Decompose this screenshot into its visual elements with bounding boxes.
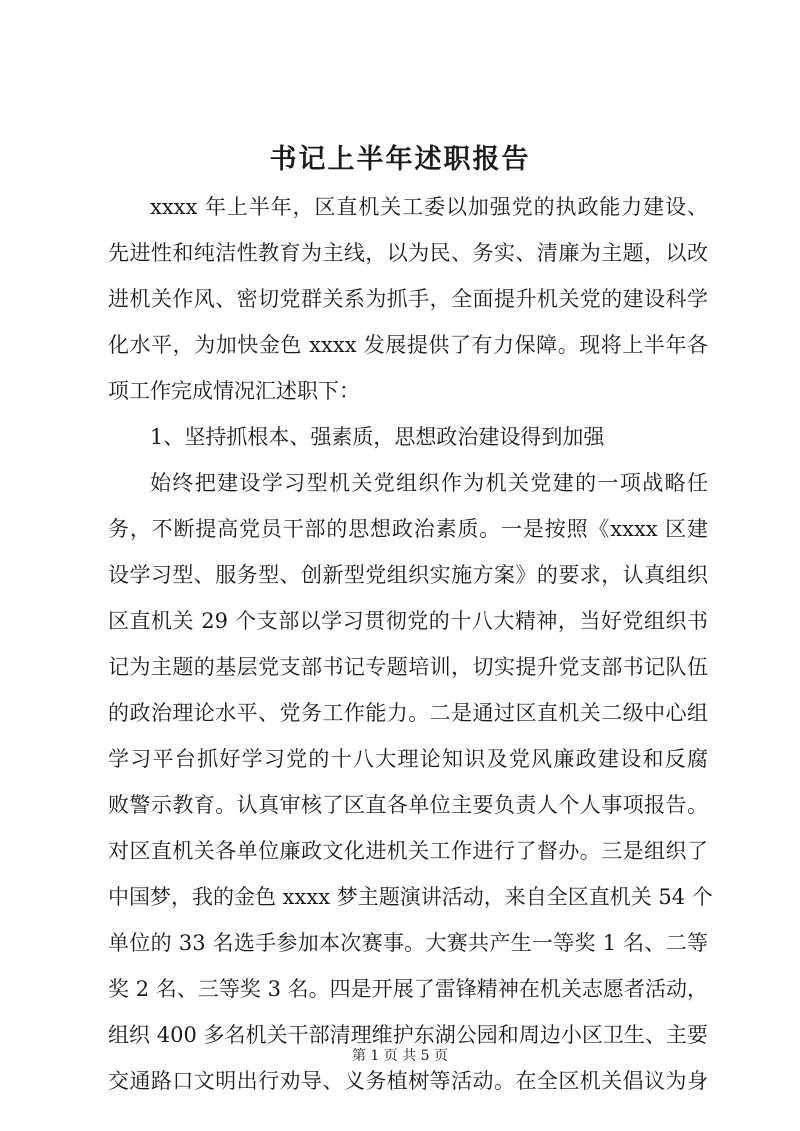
- paragraph-line: 先进性和纯洁性教育为主线，以为民、务实、清廉为主题，以改: [108, 241, 708, 265]
- paragraph-line: 进机关作风、密切党群关系为抓手，全面提升机关党的建设科学: [108, 287, 708, 311]
- paragraph-line: 中国梦，我的金色 xxxx 梦主题演讲活动，来自全区直机关 54 个: [108, 885, 713, 909]
- document-title: 书记上半年述职报告: [269, 144, 531, 175]
- paragraph-line: 交通路口文明出行劝导、义务植树等活动。在全区机关倡议为身: [108, 1069, 708, 1093]
- paragraph-line: 区直机关 29 个支部以学习贯彻党的十八大精神，当好党组织书: [108, 609, 708, 633]
- paragraph-line: 项工作完成情况汇述职下：: [108, 379, 360, 403]
- paragraph-line: xxxx 年上半年，区直机关工委以加强党的执政能力建设、: [150, 195, 708, 219]
- paragraph-line: 组织 400 多名机关干部清理维护东湖公园和周边小区卫生、主要: [108, 1023, 708, 1047]
- paragraph-line: 设学习型、服务型、创新型党组织实施方案》的要求，认真组织: [108, 563, 708, 587]
- paragraph-line: 务，不断提高党员干部的思想政治素质。一是按照《xxxx 区建: [108, 517, 708, 541]
- paragraph-line: 记为主题的基层党支部书记专题培训，切实提升党支部书记队伍: [108, 655, 708, 679]
- page-number: 第 1 页 共 5 页: [351, 1048, 449, 1064]
- paragraph-line: 的政治理论水平、党务工作能力。二是通过区直机关二级中心组: [108, 701, 708, 725]
- paragraph-line: 奖 2 名、三等奖 3 名。四是开展了雷锋精神在机关志愿者活动，: [108, 977, 708, 1001]
- paragraph-line: 始终把建设学习型机关党组织作为机关党建的一项战略任: [150, 471, 708, 495]
- document-body: [108, 184, 713, 1104]
- paragraph-line: 对区直机关各单位廉政文化进机关工作进行了督办。三是组织了: [108, 839, 708, 863]
- paragraph-line: 学习平台抓好学习党的十八大理论知识及党风廉政建设和反腐: [108, 747, 708, 771]
- paragraph-line: 单位的 33 名选手参加本次赛事。大赛共产生一等奖 1 名、二等: [108, 931, 708, 955]
- paragraph-line: 化水平，为加快金色 xxxx 发展提供了有力保障。现将上半年各: [108, 333, 708, 357]
- section-heading: 1、坚持抓根本、强素质，思想政治建设得到加强: [150, 425, 605, 449]
- paragraph-line: 败警示教育。认真审核了区直各单位主要负责人个人事项报告。: [108, 793, 708, 817]
